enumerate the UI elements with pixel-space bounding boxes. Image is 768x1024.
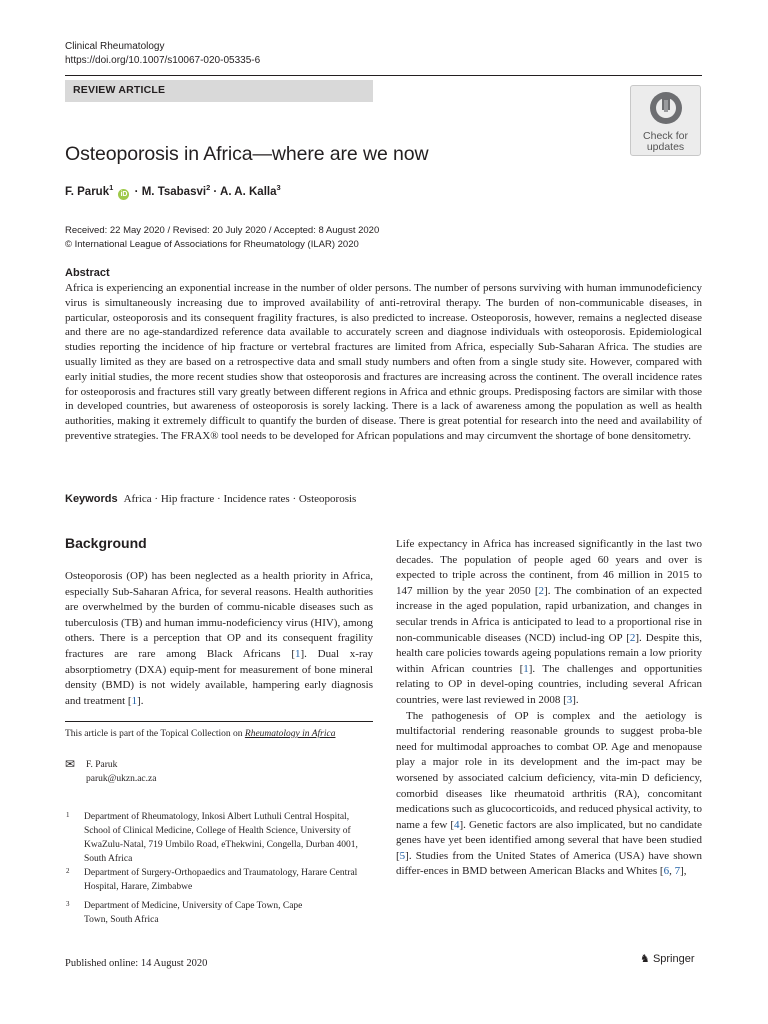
article-dates [65,224,379,252]
citation-link[interactable]: 2 [629,631,636,644]
author-name[interactable]: F. Paruk [65,185,110,198]
copyright-line: © International League of Associations for Rheumatology (ILAR) 2020 [65,239,359,250]
citation-link[interactable]: 2 [538,584,545,597]
author-list: F. Paruk$^1$ iD · M. Tsabasvi$^2$ · A. A. Kalla$^3$ [65,183,281,198]
citation-link[interactable]: 7 [674,865,681,878]
text-run: ]. Studies from the United States of America (USA) have shown differ-ences in BMD between American Blacks and Whites [ [396,849,702,878]
footnote-rule [65,721,373,722]
header-rule [65,75,702,76]
orcid-icon[interactable]: iD [120,190,128,198]
affiliation-text: Department of Rheumatology, Inkosi Albert Luthuli Central Hospital, School of Clinical Medicine, College of Health Science, University of KwaZulu-Natal, 719 Umbilo Road, eThekwini, Congella, Durban 4001, South Africa [84,812,358,864]
paragraph [396,537,702,709]
text-run: ]. [572,693,579,706]
check-for-updates-icon [648,90,684,126]
envelope-icon: ✉ [65,757,76,771]
corresponding-name: F. Paruk [86,760,118,770]
citation-link[interactable]: 6 [663,865,670,878]
published-online: Published online: 14 August 2020 [65,958,208,969]
text-run: ]. The challenges and opportunities relating to OP in devel-oping countries, including several African countries, were last reviewed in 2008 [ [396,662,702,706]
background-left-paragraph [65,569,373,709]
abstract-text: Africa is experiencing an exponential increase in the number of older persons. The number of persons surviving with human immunodeficiency virus is simultaneously increasing due to improved availability of anti-retroviral therapy. The burden of non-communicable diseases, in particular, osteoporosis and its consequent fragility fractures, is also predicted to increase. Osteoporosis, however, remains a neglected disease and there are no age-standardized reference data available to accurately screen and diagnose individuals with osteoporosis. Epidemiological studies reporting the incidence of hip fracture or vertebral fractures are limited from Africa, especially Sub-Saharan Africa. The studies are usually limited as they are based on a retrospective data and small study numbers and often from a single study site. However, compared with early initial studies, the more recent studies show that osteoporosis and fractures are increasing across the continent. The overall incidence rates for osteoporosis and fractures still vary greatly between different regions in Africa and ethnic groups. Predisposing factors are similar with those in developed countries, but awareness of osteoporosis is sorely lacking. There is a lack of awareness among the population as well as health authorities, making it extremely difficult to quantify the burden of disease. There is great potential for research into the need and availability of preventive strategies. The FRAX® tool needs to be developed for African populations and may circumvent the shortage of bone densitometry. [65,282,702,442]
keywords [65,493,356,505]
text-run: ]. Dual x-ray absorptiometry (DXA) equip-ment for measurement of bone mineral density (BMD) is not widely available, hampering early diagnosis and treatment [ [65,647,373,707]
publisher-name: Springer [652,953,695,965]
abstract-heading: Abstract [65,267,110,279]
text-run: ]. The combination of an expected increase in the aged population, rapid urbanization, and changes in secular trends in Africa is anticipated to lead to a proportional rise in non-communicable diseases (NCD) includ-ing OP [ [396,584,703,644]
keywords-label: Keywords [65,493,118,505]
text-run: ]. Genetic factors are also implicated, but no candidate genes have yet been identified among several that have been studied [ [396,818,702,862]
paragraph [396,709,702,881]
citation-link[interactable]: 4 [454,818,460,831]
badge-line-1: Check for [643,130,688,142]
text-run: The pathogenesis of OP is complex and the aetiology is multifactorial rendering reasonable grounds to suggest proba-ble need for multimodal approaches to combat OP. Age and menopause play a major role in its development and the im-pact may be worsened by associated calcium deficiency, vita-min D deficiency, comorbid diseases like rheumatoid arthritis (RA), concomitant medications such as glucocorticoids, and reduced physical activity, to name a few [ [396,709,702,831]
author-name[interactable]: M. Tsabasvi [141,185,207,198]
topical-collection-link[interactable]: Rheumatology in Africa [244,729,336,739]
article-type-banner [65,80,373,102]
citation-link[interactable]: 3 [566,693,573,706]
text-run: Osteoporosis (OP) has been neglected as a health priority in Africa, especially Sub-Saharan Africa, for several reasons. Health authorities are overwhelmed by the burden of commu-nicable diseases such as tuberculosis (TB) and human immu-nodeficiency virus (HIV), among others. There is a perception that OP and its consequent fragility fractures are rare among Black Africans [ [65,570,373,660]
author-affil-sup: 2 [206,183,211,192]
article-title: Osteoporosis in Africa—where are we now [65,143,429,165]
affiliation-number: 2 [66,867,70,875]
background-right-column [396,537,702,880]
received-dates: Received: 22 May 2020 / Revised: 20 July 2020 / Accepted: 8 August 2020 [65,225,380,236]
text-run: ], [680,865,687,878]
journal-name: Clinical Rheumatology [65,41,165,52]
topical-prefix: This article is part of the Topical Collection on [65,729,245,739]
section-heading-background: Background [65,535,147,551]
article-type-label: REVIEW ARTICLE [73,84,166,96]
text-run: ]. [137,694,144,707]
topical-collection-note [65,729,335,739]
citation-link[interactable]: 1 [523,662,529,675]
check-for-updates-button[interactable] [630,85,701,156]
corresponding-author [86,758,156,786]
citation-link[interactable]: 1 [131,694,138,707]
citation-link[interactable]: 5 [399,849,406,862]
keywords-list: Africa · Hip fracture · Incidence rates · Osteoporosis [123,493,357,505]
badge-line-2: updates [646,141,685,153]
affiliation-number: 1 [66,811,70,819]
author-affil-sup: 3 [276,183,281,192]
doi-link[interactable]: https://doi.org/10.1007/s10067-020-05335-6 [65,55,261,66]
affiliation-text: Department of Surgery-Orthopaedics and Traumatology, Harare Central Hospital, Harare, Zimbabwe [84,868,358,892]
text-run: , [669,865,675,878]
springer-horse-icon: ♞ [640,953,650,965]
author-affil-sup: 1 [109,183,114,192]
text-run: Life expectancy in Africa has increased significantly in the last two decades. The population of people aged 60 years and over is expected to triple across the continent, from 46 million in 2015 to 147 million by the year 2050 [ [396,538,702,597]
corresponding-email[interactable]: paruk@ukzn.ac.za [86,774,157,784]
text-run: ]. Despite this, health care policies towards ageing populations remain a low priority within African countries [ [396,631,702,675]
affiliation-text: Department of Medicine, University of Cape Town, Cape Town, South Africa [84,901,303,925]
author-name[interactable]: A. A. Kalla [220,185,277,198]
journal-header [65,40,260,68]
affiliation-number: 3 [66,900,70,908]
springer-logo [640,952,695,965]
citation-link[interactable]: 1 [295,647,301,660]
